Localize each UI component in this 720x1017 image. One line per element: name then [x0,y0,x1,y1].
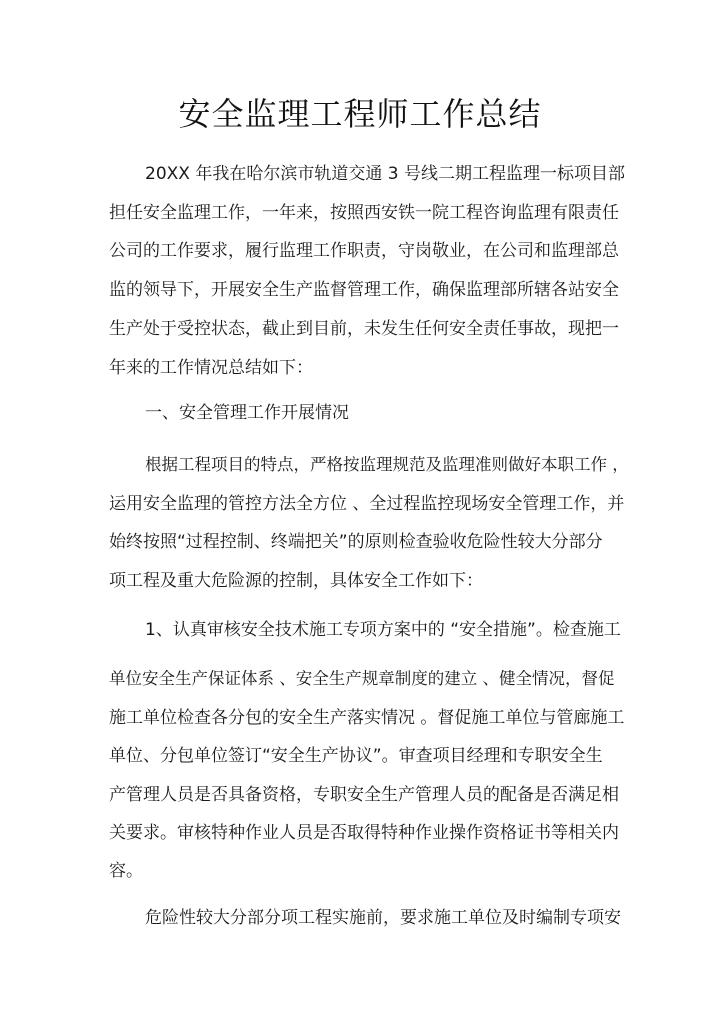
paragraph-line: 关要求。审核特种作业人员是否取得特种作业操作资格证书等相关内 [109,823,619,843]
paragraph-line: 容。 [109,861,143,881]
page-title: 安全监理工程师工作总结 [178,95,542,133]
paragraph-line: 监的领导下，开展安全生产监督管理工作，确保监理部所辖各站安全 [109,280,619,300]
paragraph-line: 单位、分包单位签订“安全生产协议”。审查项目经理和专职安全生 [109,746,603,766]
paragraph-line: 单位安全生产保证体系 、安全生产规章制度的建立 、健全情况，督促 [109,669,615,688]
paragraph-line: 20XX 年我在哈尔滨市轨道交通 3 号线二期工程监理一标项目部 [145,164,625,184]
paragraph-line: 项工程及重大危险源的控制，具体安全工作如下： [109,571,483,591]
section-heading: 一、安全管理工作开展情况 [145,403,349,423]
paragraph-line: 公司的工作要求，履行监理工作职责，守岗敬业，在公司和监理部总 [109,241,619,261]
paragraph-line: 运用安全监理的管控方法全方位 、全过程监控现场安全管理工作，并 [109,494,625,514]
paragraph-line: 1、认真审核安全技术施工专项方案中的 “安全措施”。检查施工 [145,620,621,640]
paragraph-line: 产管理人员是否具备资格，专职安全生产管理人员的配备是否满足相 [109,785,619,805]
paragraph-line: 年来的工作情况总结如下： [109,358,313,378]
paragraph-line: 施工单位检查各分包的安全生产落实情况 。督促施工单位与管廊施工 [109,708,625,728]
paragraph-line: 根据工程项目的特点，严格按监理规范及监理准则做好本职工作 ， [145,455,629,474]
paragraph-line: 生产处于受控状态，截止到目前，未发生任何安全责任事故，现把一 [109,319,619,339]
paragraph-line: 始终按照“过程控制、终端把关”的原则检查验收危险性较大分部分 [109,532,603,552]
paragraph-line: 担任安全监理工作，一年来，按照西安铁一院工程咨询监理有限责任 [109,203,619,223]
paragraph-line: 危险性较大分部分项工程实施前，要求施工单位及时编制专项安 [145,908,621,928]
